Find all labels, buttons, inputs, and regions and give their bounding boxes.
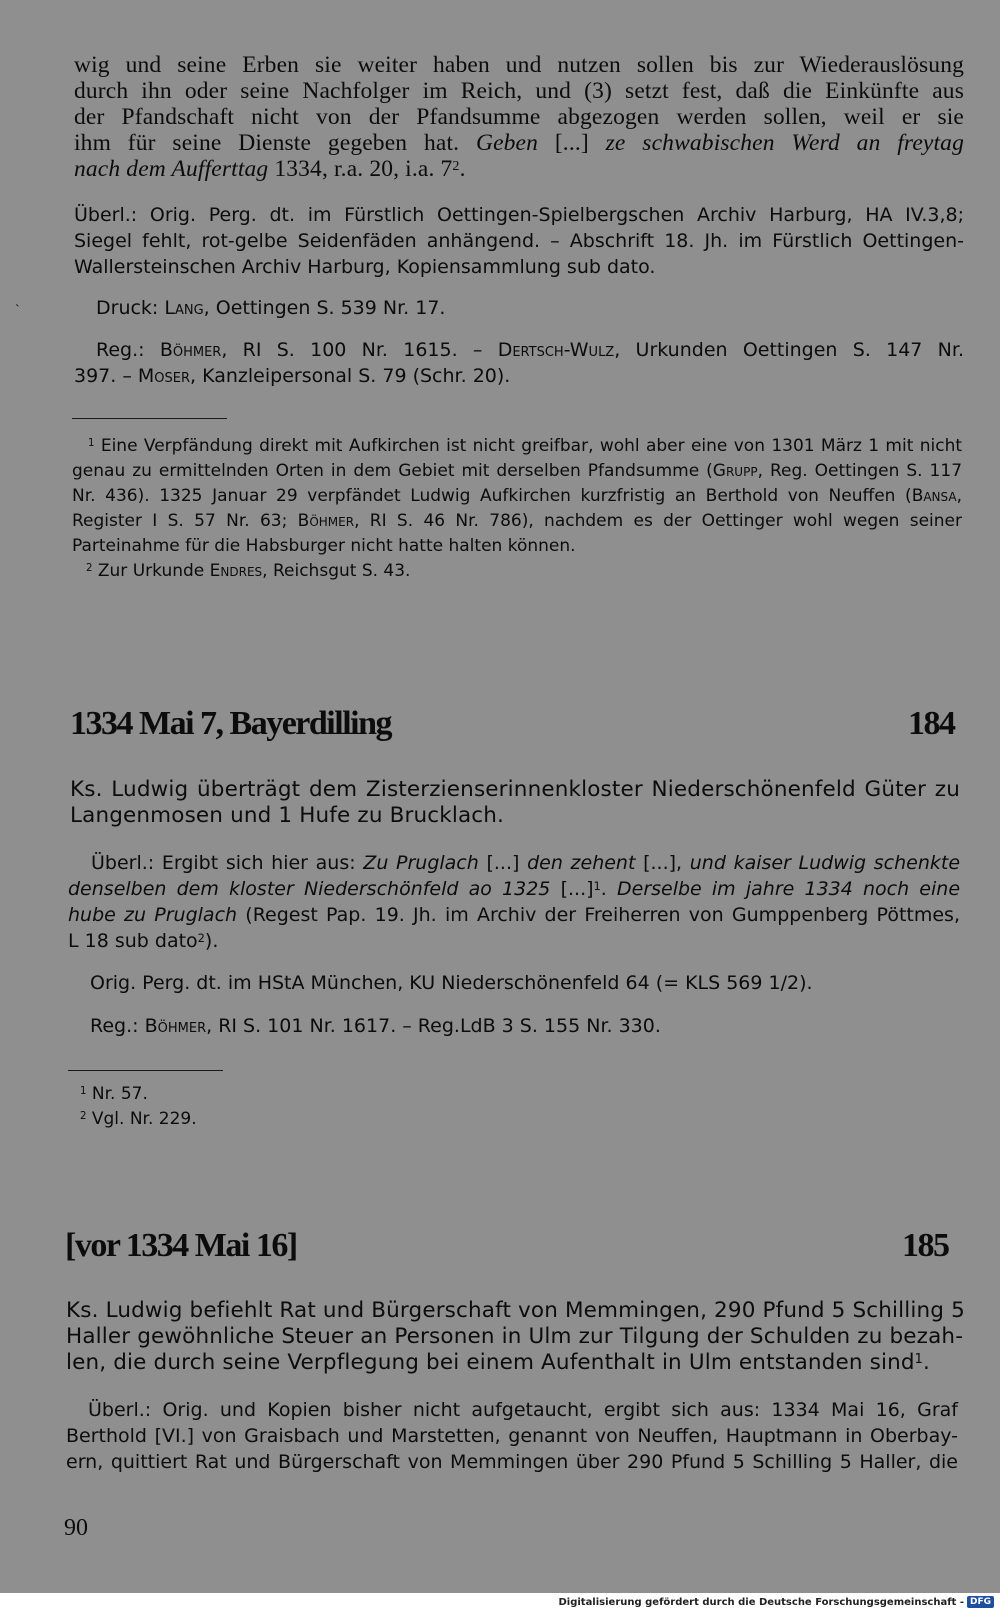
footnote-2: $^2$ Vgl. Nr. 229. xyxy=(80,1109,197,1129)
text-line: ihm für seine Dienste gegeben hat. Geben [...] ze schwabischen Werd an freytag xyxy=(74,130,964,156)
entry-date-place: [vor 1334 Mai 16] xyxy=(65,1227,297,1264)
entry-summary: Ks. Ludwig überträgt dem Zisterzienserinnenkloster Niederschönenfeld Güter zu Langenmosen und 1 Hufe zu Brucklach. xyxy=(70,777,960,828)
original: Orig. Perg. dt. im HStA München, KU Niederschönenfeld 64 (= KLS 569 1/2). xyxy=(90,972,813,994)
footnote-1: $^1$ Eine Verpfändung direkt mit Aufkirchen ist nicht greifbar, wohl aber eine von 1301 März 1 mit nicht xyxy=(88,436,963,456)
druck: Druck: Lang, Oettingen S. 539 Nr. 17. xyxy=(96,297,446,319)
scan-speck: ` xyxy=(15,303,20,318)
footnote-separator xyxy=(72,418,227,419)
entry-date-place: 1334 Mai 7, Bayerdilling xyxy=(70,705,391,742)
ueberlieferung: Überl.: Orig. und Kopien bisher nicht aufgetaucht, ergibt sich aus: 1334 Mai 16, Graf Berthold [VI.] von Graisbach und Marstetten, genannt von Neuffen, Hauptmann in Oberbay- ern, quittiert Rat und Bürgerschaft von Memmingen über 290 Pfund 5 Schilling 5 Haller, die xyxy=(66,1399,958,1473)
dfg-logo: DFG xyxy=(967,1596,994,1608)
ueberlieferung: Überl.: Orig. Perg. dt. im Fürstlich Oettingen-Spielbergschen Archiv Harburg, HA IV.3,8; Siegel fehlt, rot-gelbe Seidenfäden anhängend. – Abschrift 18. Jh. im Fürstlich Oettingen- Wallersteinschen Archiv Harburg, Kopiensammlung sub dato. xyxy=(74,204,964,278)
funding-text: Digitalisierung gefördert durch die Deutsche Forschungsgemeinschaft - xyxy=(558,1596,964,1608)
entry-number: 185 xyxy=(902,1227,949,1264)
regest: Reg.: Böhmer, RI S. 101 Nr. 1617. – Reg.LdB 3 S. 155 Nr. 330. xyxy=(90,1015,661,1037)
text-line: nach dem Aufferttag 1334, r.a. 20, i.a. $7^2$. xyxy=(74,156,466,182)
entry-number: 184 xyxy=(908,705,955,742)
footnotes xyxy=(80,1082,1000,1132)
text-line: der Pfandschaft nicht von der Pfandsumme abgezogen werden sollen, weil er sie xyxy=(74,104,964,130)
ueberlieferung: Überl.: Ergibt sich hier aus: Zu Pruglach [...] den zehent [...], und kaiser Ludwig schenkte denselben dem kloster Niederschönfeld ao 1325 [...]$^1$. Derselbe im jahre 1334 noch eine hube zu Pruglach (Regest Pap. 19. Jh. im Archiv der Freiherren von Gumppenberg Pöttmes, L 18 sub dato$^2$). xyxy=(68,852,961,952)
page-number: 90 xyxy=(64,1515,88,1541)
regest: Reg.: Böhmer, RI S. 100 Nr. 1615. – Dertsch-Wulz, Urkunden Oettingen S. 147 Nr. 397. – Moser, Kanzleipersonal S. 79 (Schr. 20). xyxy=(74,339,964,387)
text-line: wig und seine Erben sie weiter haben und nutzen sollen bis zur Wiederauslösung xyxy=(74,52,964,78)
footnote-1: $^1$ Nr. 57. xyxy=(80,1084,148,1104)
footnotes: $^1$ Eine Verpfändung direkt mit Aufkirchen ist nicht greifbar, wohl aber eine von 1301 März 1 mit nicht genau zu ermittelnden Orten in dem Gebiet mit derselben Pfandsumme (Grupp, Reg. Oettingen S. 117 Nr. 436). 1325 Januar 29 verpfändet Ludwig Aufkirchen kurzfristig an Berthold von Neuffen (Bansa, Register I S. 57 Nr. 63; Böhmer, RI S. 46 Nr. 786), nachdem es der Oettinger wohl wegen seiner Parteinahme für die Habsburger nicht hatte halten können. $^2$ Zur Urkunde Endres, Reichsgut S. 43. xyxy=(72,434,962,584)
funding-footer xyxy=(558,1596,994,1608)
footnote-separator xyxy=(68,1070,223,1071)
entry-summary: Ks. Ludwig befiehlt Rat und Bürgerschaft von Memmingen, 290 Pfund 5 Schilling 5 Haller gewöhnliche Steuer an Personen in Ulm zur Tilgung der Schulden zu bezah- len, die durch seine Verpflegung bei einem Aufenthalt in Ulm entstanden sind$^1$. xyxy=(66,1298,965,1375)
footnote-2: $^2$ Zur Urkunde Endres, Reichsgut S. 43. xyxy=(86,561,411,581)
text-line: durch ihn oder seine Nachfolger im Reich, und (3) setzt fest, daß die Einkünfte aus xyxy=(74,78,964,104)
